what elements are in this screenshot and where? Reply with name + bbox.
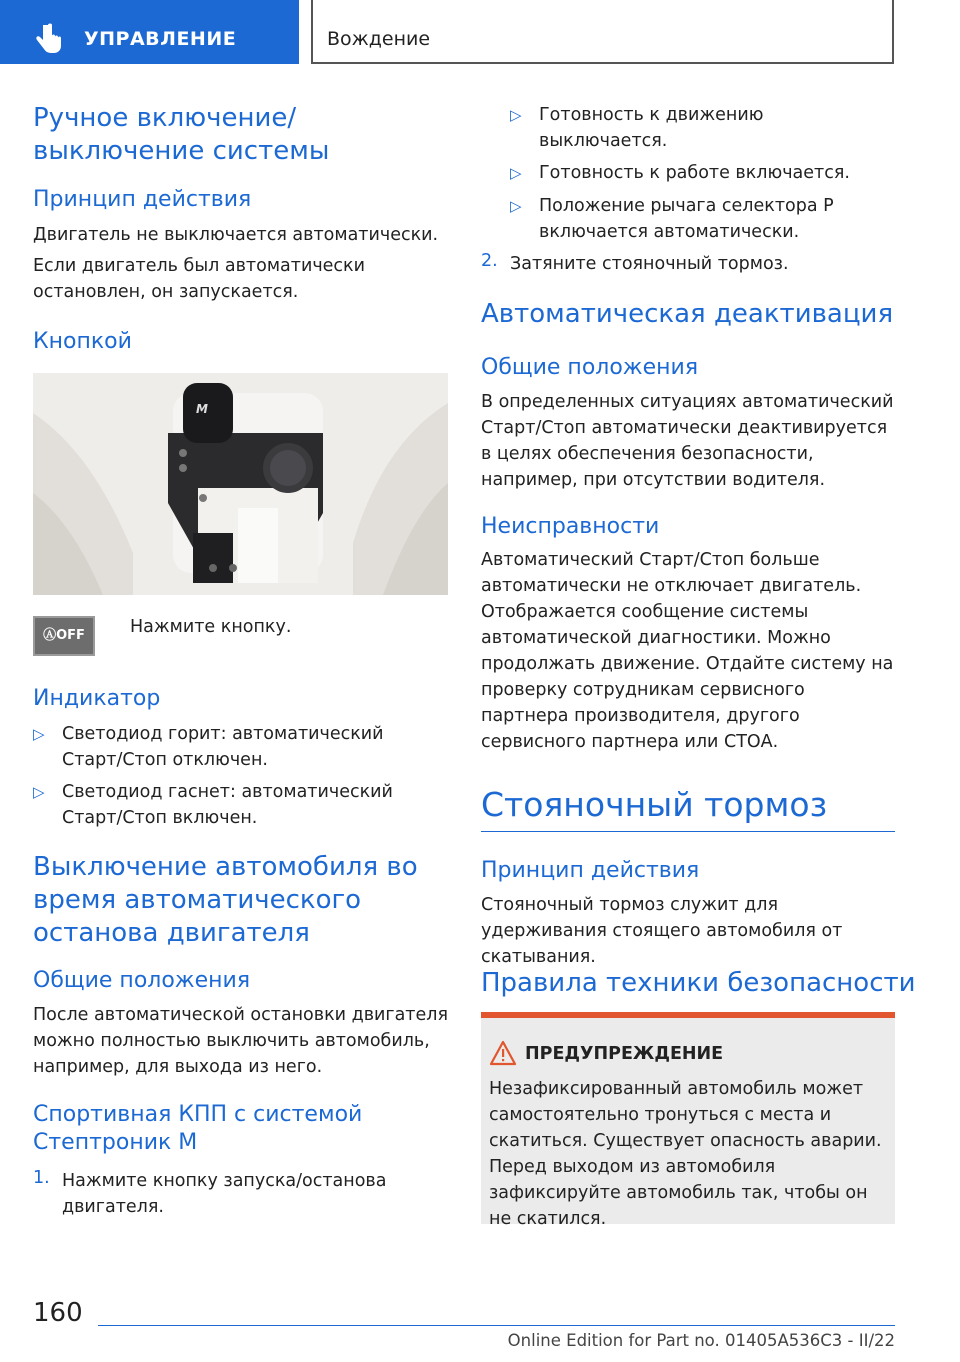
heading-manual: Ручное включение/выключение системы xyxy=(33,103,330,166)
warning-text: Незафиксированный автомобиль может самостоятельно тронуться с места и скатиться. Существует опасность аварии. Перед выходом из автомобиля зафиксируйте автомобиль так, чтобы он не скатился. xyxy=(489,1079,882,1229)
svg-text:M: M xyxy=(196,402,208,416)
warning-triangle-icon xyxy=(489,1040,517,1066)
heading-principle: Принцип действия xyxy=(33,187,252,212)
bullet-arrow-icon: ▷ xyxy=(33,783,45,801)
heading-indicator: Индикатор xyxy=(33,686,161,711)
principle-right-text: Стояночный тормоз служит для удерживания стоящего автомобиля от скатывания. xyxy=(481,895,843,967)
step-number: 2. xyxy=(481,251,498,271)
bullet-arrow-icon: ▷ xyxy=(510,106,522,124)
heading-button: Кнопкой xyxy=(33,329,132,354)
off-button-label: ⒶOFF xyxy=(43,628,85,643)
indicator-item: Светодиод гаснет: автоматический Старт/Стоп включен. xyxy=(62,782,393,828)
indicator-item: Светодиод горит: автоматический Старт/Стоп отключен. xyxy=(62,724,384,770)
heading-safety: Правила техники безопасности xyxy=(481,968,916,998)
section-tab xyxy=(0,0,299,64)
page-number: 160 xyxy=(33,1298,83,1328)
sub-item: Положение рычага селектора P включается автоматически. xyxy=(539,196,834,242)
heading-auto-deactivation: Автоматическая деактивация xyxy=(481,299,894,329)
heading-shutdown: Выключение автомобиля во время автоматического останова двигателя xyxy=(33,852,418,948)
bullet-arrow-icon: ▷ xyxy=(33,725,45,743)
general-right-text: В определенных ситуациях автоматический Старт/Стоп автоматически деактивируется в целях обеспечения безопасности, например, при отсутствии водителя. xyxy=(481,392,894,490)
footer-divider xyxy=(98,1325,895,1326)
chapter-title: Вождение xyxy=(327,28,431,50)
section-divider xyxy=(481,831,895,832)
heading-sport: Спортивная КПП с системой Стептроник M xyxy=(33,1102,363,1155)
sub-item: Готовность к работе включается. xyxy=(539,163,850,183)
heading-faults: Неисправности xyxy=(481,514,660,539)
heading-general-right: Общие положения xyxy=(481,355,699,380)
heading-principle-right: Принцип действия xyxy=(481,858,700,883)
step-text: Нажмите кнопку запуска/останова двигателя. xyxy=(62,1171,387,1217)
auto-start-stop-off-button-icon xyxy=(33,616,95,656)
bullet-arrow-icon: ▷ xyxy=(510,197,522,215)
footer-edition: Online Edition for Part no. 01405A536C3 - II/22 xyxy=(507,1331,895,1350)
chapter-box xyxy=(311,0,894,64)
warning-title: ПРЕДУПРЕЖДЕНИЕ xyxy=(525,1044,724,1064)
button-caption: Нажмите кнопку. xyxy=(130,617,292,637)
general-text: После автоматической остановки двигателя можно полностью выключить автомобиль, например, для выхода из него. xyxy=(33,1005,448,1077)
step-text: Затяните стояночный тормоз. xyxy=(510,254,789,274)
section-title: УПРАВЛЕНИЕ xyxy=(84,28,237,50)
heading-general: Общие положения xyxy=(33,968,251,993)
principle-text-1: Двигатель не выключается автоматически. xyxy=(33,225,439,245)
console-illustration xyxy=(33,373,448,595)
principle-text-2: Если двигатель был автоматически остановлен, он запускается. xyxy=(33,256,365,302)
hand-pointer-icon xyxy=(30,22,64,56)
warning-box xyxy=(481,1012,895,1229)
step-number: 1. xyxy=(33,1168,50,1188)
bullet-arrow-icon: ▷ xyxy=(510,164,522,182)
gear-selector-photo xyxy=(33,373,448,595)
sub-item: Готовность к движению выключается. xyxy=(539,105,764,151)
heading-parking-brake: Стояночный тормоз xyxy=(481,785,828,824)
faults-text: Автоматический Старт/Стоп больше автоматически не отключает двигатель. Отображается сообщение системы автоматической диагностики. Можно продолжать движение. Отдайте систему на проверку сотрудникам сервисного партнера производителя, другого сервисного партнера или СТОА. xyxy=(481,550,894,752)
